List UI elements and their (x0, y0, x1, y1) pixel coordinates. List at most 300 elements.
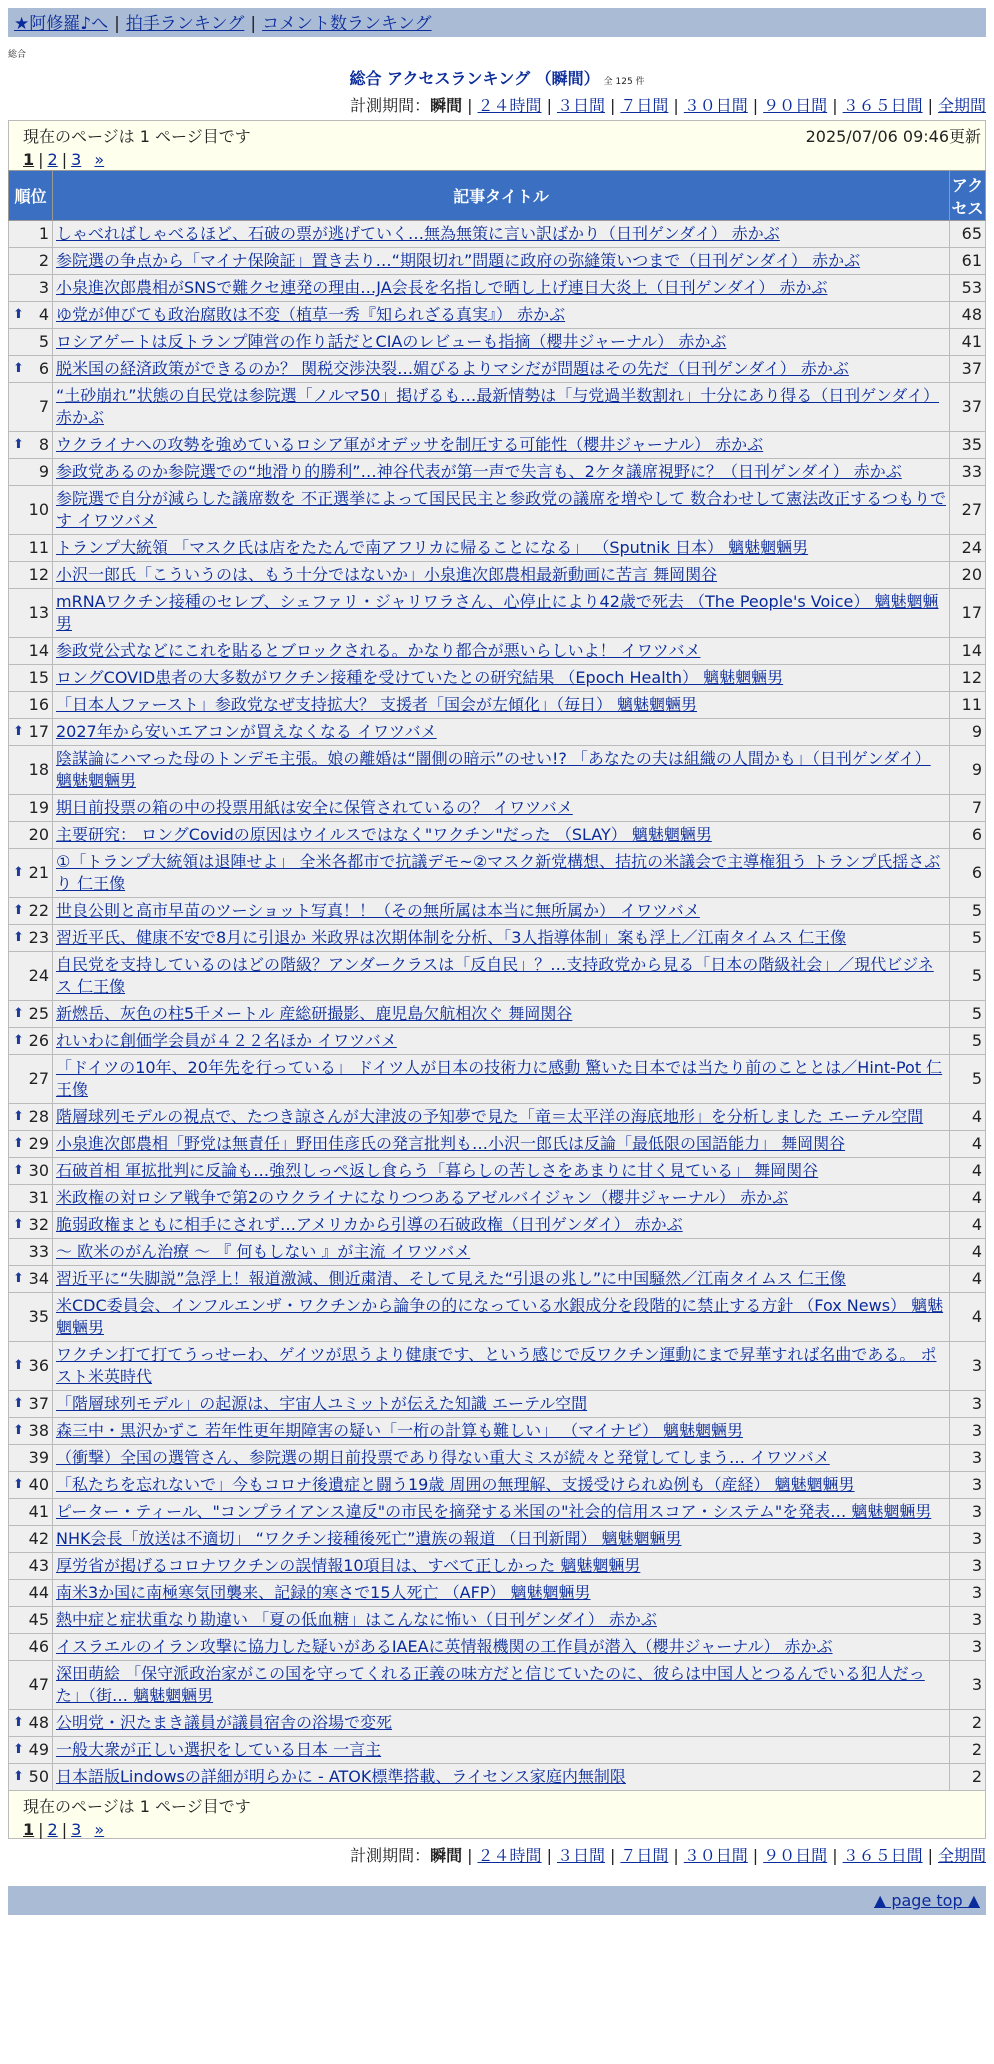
rank-cell (9, 1293, 53, 1342)
title-cell (53, 638, 950, 665)
article-title-link[interactable]: 厚労省が掲げるコロナワクチンの誤情報10項目は、すべて正しかった 魑魅魍魎男 (56, 1556, 641, 1575)
title-cell (53, 1158, 950, 1185)
access-count: 2 (950, 1764, 986, 1791)
period-link-5[interactable]: ３６５日間 (842, 96, 923, 115)
period-separator: | (609, 96, 616, 115)
header-access: アクセス (950, 171, 986, 221)
up-arrow-icon: ⬆ (13, 865, 24, 880)
article-title-link[interactable]: しゃべればしゃべるほど、石破の票が逃げていく…無為無策に言い訳ばかり（日刊ゲンダイ） 赤かぶ (56, 224, 780, 243)
rank-number: 1 (38, 224, 49, 243)
article-title-link[interactable]: トランプ大統領 「マスク氏は店をたたんで南アフリカに帰ることになる」 （Sputnik 日本） 魑魅魍魎男 (56, 538, 809, 557)
article-title-link[interactable]: 期日前投票の箱の中の投票用紙は安全に保管されているの？ イワツバメ (56, 798, 573, 817)
access-count: 4 (950, 1239, 986, 1266)
access-count: 7 (950, 795, 986, 822)
article-title-link[interactable]: 脆弱政権まともに相手にされず…アメリカから引導の石破政権（日刊ゲンダイ） 赤かぶ (56, 1215, 683, 1234)
rank-number: 13 (28, 603, 49, 622)
rank-number: 30 (28, 1161, 49, 1180)
title-cell (53, 1445, 950, 1472)
ranking-row (9, 1526, 986, 1553)
up-arrow-icon: ⬆ (13, 307, 24, 322)
up-arrow-icon: ⬆ (13, 1396, 24, 1411)
rank-number: 46 (28, 1637, 49, 1656)
access-count: 5 (950, 925, 986, 952)
pager-next-bottom[interactable]: » (94, 1820, 105, 1839)
period-link-3[interactable]: ３０日間 (683, 96, 748, 115)
access-count: 3 (950, 1445, 986, 1472)
article-title-link[interactable]: 自民党を支持しているのはどの階級？アンダークラスは「反自民」？…支持政党から見る「日本の階級社会」／現代ビジネス 仁王像 (56, 955, 934, 996)
article-title-link[interactable]: 公明党・沢たまき議員が議員宿舎の浴場で変死 (56, 1713, 393, 1732)
ranking-row (9, 1104, 986, 1131)
period-link-6-bottom[interactable]: 全期間 (937, 1846, 986, 1865)
title-cell (53, 1737, 950, 1764)
article-title-link[interactable]: 森三中・黒沢かずこ 若年性更年期障害の疑い「一桁の計算も難しい」 （マイナビ） 魑魅魍魎男 (56, 1421, 743, 1440)
up-arrow-icon: ⬆ (13, 1217, 24, 1232)
rank-cell (9, 1737, 53, 1764)
period-selector-bottom (8, 1843, 986, 1866)
rank-cell (9, 1499, 53, 1526)
rank-number: 11 (28, 538, 49, 557)
period-separator: | (927, 96, 933, 115)
title-cell (53, 692, 950, 719)
rank-cell (9, 1472, 53, 1499)
ranking-row (9, 1001, 986, 1028)
nav-link-comment-ranking[interactable]: コメント数ランキング (262, 14, 432, 34)
title-cell (53, 1553, 950, 1580)
period-separator: | (832, 1846, 838, 1865)
pager-next[interactable]: » (94, 150, 105, 169)
title-cell (53, 248, 950, 275)
rank-cell (9, 1131, 53, 1158)
rank-number: 24 (28, 966, 49, 985)
up-arrow-icon: ⬆ (13, 1477, 24, 1492)
article-title-link[interactable]: ゆ党が伸びても政治腐敗は不変（植草一秀『知られざる真実』） 赤かぶ (56, 305, 566, 324)
article-title-link[interactable]: 階層球列モデルの視点で、たつき諒さんが大津波の予知夢で見た「竜＝太平洋の海底地形」を分析しました エーテル空間 (56, 1107, 924, 1126)
ranking-row (9, 1185, 986, 1212)
article-title-link[interactable]: 習近平に“失脚説”急浮上！報道激減、側近粛清、そして見えた“引退の兆し”に中国騒然／江南タイムス 仁王像 (56, 1269, 846, 1288)
rank-cell (9, 1104, 53, 1131)
access-count: 48 (950, 302, 986, 329)
pager-link-3-bottom[interactable]: 3 (71, 1820, 82, 1839)
article-title-link[interactable]: 一般大衆が正しい選択をしている日本 一言主 (56, 1740, 382, 1759)
rank-cell (9, 1001, 53, 1028)
ranking-row (9, 1131, 986, 1158)
ranking-row (9, 1212, 986, 1239)
access-count: 4 (950, 1266, 986, 1293)
ranking-row (9, 665, 986, 692)
header-rank: 順位 (9, 171, 53, 221)
rank-number: 35 (28, 1307, 49, 1326)
ranking-row (9, 1028, 986, 1055)
title-cell (53, 302, 950, 329)
ranking-row (9, 1342, 986, 1391)
total-count: 全 125 件 (603, 77, 645, 87)
title-cell (53, 329, 950, 356)
article-title-link[interactable]: ロングCOVID患者の大多数がワクチン接種を受けていたとの研究結果 （Epoch Health） 魑魅魍魎男 (56, 668, 784, 687)
title-cell (53, 535, 950, 562)
rank-number: 48 (28, 1713, 49, 1732)
up-arrow-icon: ⬆ (13, 903, 24, 918)
rank-cell (9, 795, 53, 822)
rank-cell (9, 1553, 53, 1580)
rank-cell (9, 589, 53, 638)
article-title-link[interactable]: 小泉進次郎農相がSNSで難クセ連発の理由…JA会長を名指しで晒し上げ連日大炎上（日刊ゲンダイ） 赤かぶ (56, 278, 828, 297)
article-title-link[interactable]: 世良公則と高市早苗のツーショット写真！！（その無所属は本当に無所属か） イワツバメ (56, 901, 700, 920)
article-title-link[interactable]: 「階層球列モデル」の起源は、宇宙人ユミットが伝えた知識 エーテル空間 (56, 1394, 588, 1413)
period-selector-top (8, 93, 986, 116)
rank-number: 42 (28, 1529, 49, 1548)
title-cell (53, 1239, 950, 1266)
rank-number: 6 (38, 359, 49, 378)
ranking-row (9, 1607, 986, 1634)
ranking-row (9, 432, 986, 459)
access-count: 14 (950, 638, 986, 665)
ranking-row (9, 1764, 986, 1791)
access-count: 65 (950, 221, 986, 248)
rank-cell (9, 1185, 53, 1212)
up-arrow-icon: ⬆ (13, 1271, 24, 1286)
access-count: 3 (950, 1634, 986, 1661)
article-title-link[interactable]: 参院選の争点から「マイナ保険証」置き去り…“期限切れ”問題に政府の弥縫策いつまで（日刊ゲンダイ） 赤かぶ (56, 251, 861, 270)
rank-number: 39 (28, 1448, 49, 1467)
nav-separator: | (114, 14, 120, 34)
rank-cell (9, 1391, 53, 1418)
pager-link-2-bottom[interactable]: 2 (47, 1820, 58, 1839)
access-count: 4 (950, 1185, 986, 1212)
rank-number: 33 (28, 1242, 49, 1261)
pager-separator (81, 1820, 94, 1839)
title-cell (53, 1131, 950, 1158)
title-cell (53, 1055, 950, 1104)
article-title-link[interactable]: 参院選で自分が減らした議席数を 不正選挙によって国民民主と参政党の議席を増やして 数合わせして憲法改正するつもりです イワツバメ (56, 489, 947, 530)
rank-number: 10 (28, 500, 49, 519)
period-label: 計測期間： (350, 96, 431, 115)
rank-number: 2 (38, 251, 49, 270)
access-count: 3 (950, 1342, 986, 1391)
title-cell (53, 1212, 950, 1239)
rank-cell (9, 746, 53, 795)
period-separator: | (673, 1846, 679, 1865)
article-title-link[interactable]: 「私たちを忘れないで」今もコロナ後遺症と闘う19歳 周囲の無理解、支援受けられぬ例も（産経） 魑魅魍魎男 (56, 1475, 855, 1494)
title-cell (53, 665, 950, 692)
article-title-link[interactable]: 深田萌絵 「保守派政治家がこの国を守ってくれる正義の味方だと信じていたのに、彼らは中国人とつるんでいる犯人だった」（街… 魑魅魍魎男 (56, 1664, 925, 1705)
period-current: 瞬間 (430, 1846, 463, 1865)
article-title-link[interactable]: 小泉進次郎農相「野党は無責任」野田佳彦氏の発言批判も…小沢一郎氏は反論「最低限の国語能力」 舞岡関谷 (56, 1134, 846, 1153)
rank-number: 15 (28, 668, 49, 687)
period-separator: | (752, 96, 759, 115)
rank-cell (9, 432, 53, 459)
rank-cell (9, 486, 53, 535)
access-count: 35 (950, 432, 986, 459)
access-count: 3 (950, 1391, 986, 1418)
period-link-1[interactable]: ３日間 (556, 96, 605, 115)
ranking-row (9, 1553, 986, 1580)
period-link-4-bottom[interactable]: ９０日間 (763, 1846, 828, 1865)
title-cell (53, 1661, 950, 1710)
period-link-6[interactable]: 全期間 (937, 96, 986, 115)
rank-cell (9, 248, 53, 275)
rank-cell (9, 952, 53, 1001)
rank-cell (9, 1342, 53, 1391)
article-title-link[interactable]: 陰謀論にハマった母のトンデモ主張。娘の離婚は“闇側の暗示”のせい!? 「あなたの夫は組織の人間かも」（日刊ゲンダイ） 魑魅魍魎男 (56, 749, 931, 790)
article-title-link[interactable]: 新燃岳、灰色の柱5千メートル 産総研撮影、鹿児島欠航相次ぐ 舞岡関谷 (56, 1004, 573, 1023)
access-count: 2 (950, 1710, 986, 1737)
ranking-row (9, 1634, 986, 1661)
pager-separator: | (38, 1820, 44, 1839)
access-count: 3 (950, 1472, 986, 1499)
rank-cell (9, 1266, 53, 1293)
page-title: 総合 アクセスランキング （瞬間） (349, 69, 600, 88)
rank-cell (9, 1710, 53, 1737)
title-cell (53, 1499, 950, 1526)
title-cell (53, 275, 950, 302)
article-title-link[interactable]: 日本語版Lindowsの詳細が明らかに - ATOK標準搭載、ライセンス家庭内無制限 (56, 1767, 626, 1786)
top-nav-bar (8, 8, 986, 37)
title-cell (53, 1472, 950, 1499)
access-count: 33 (950, 459, 986, 486)
ranking-row (9, 221, 986, 248)
period-separator: | (673, 96, 679, 115)
access-count: 5 (950, 1055, 986, 1104)
ranking-row (9, 535, 986, 562)
rank-number: 18 (28, 760, 49, 779)
rank-number: 44 (28, 1583, 49, 1602)
period-link-5-bottom[interactable]: ３６５日間 (842, 1846, 923, 1865)
rank-number: 14 (28, 641, 49, 660)
rank-number: 37 (28, 1394, 49, 1413)
article-title-link[interactable]: 米政権の対ロシア戦争で第2のウクライナになりつつあるアゼルバイジャン（櫻井ジャーナル） 赤かぶ (56, 1188, 789, 1207)
pager-current-bottom: 1 (23, 1820, 35, 1839)
access-count: 5 (950, 898, 986, 925)
ranking-row (9, 925, 986, 952)
ranking-row (9, 1710, 986, 1737)
rank-cell (9, 459, 53, 486)
article-title-link[interactable]: 2027年から安いエアコンが買えなくなる イワツバメ (56, 722, 437, 741)
access-count: 3 (950, 1553, 986, 1580)
period-separator: | (546, 96, 552, 115)
access-count: 4 (950, 1131, 986, 1158)
ranking-row (9, 1239, 986, 1266)
rank-cell (9, 383, 53, 432)
title-cell (53, 1104, 950, 1131)
article-title-link[interactable]: 主要研究： ロングCovidの原因はウイルスではなく"ワクチン"だった （SLAY） 魑魅魍魎男 (56, 825, 712, 844)
access-count: 3 (950, 1661, 986, 1710)
period-link-3-bottom[interactable]: ３０日間 (683, 1846, 748, 1865)
page-info-box-bottom (8, 1791, 986, 1839)
ranking-row (9, 1158, 986, 1185)
ranking-row (9, 302, 986, 329)
article-title-link[interactable]: 参政党公式などにこれを貼るとブロックされる。かなり都合が悪いらしいよ！ イワツバメ (56, 641, 701, 660)
access-count: 4 (950, 1104, 986, 1131)
ranking-row (9, 822, 986, 849)
period-separator: | (467, 96, 473, 115)
article-title-link[interactable]: れいわに創価学会員が４２２名ほか イワツバメ (56, 1031, 397, 1050)
article-title-link[interactable]: ～ 欧米のがん治療 ～ 『 何もしない 』が主流 イワツバメ (56, 1242, 471, 1261)
article-title-link[interactable]: ロシアゲートは反トランプ陣営の作り話だとCIAのレビューも指摘（櫻井ジャーナル） 赤かぶ (56, 332, 727, 351)
rank-number: 9 (38, 462, 49, 481)
title-cell (53, 1001, 950, 1028)
nav-link-asyura[interactable]: ★阿修羅♪へ (14, 14, 109, 34)
up-arrow-icon: ⬆ (13, 1006, 24, 1021)
title-cell (53, 1607, 950, 1634)
ranking-row (9, 1055, 986, 1104)
up-arrow-icon: ⬆ (13, 1033, 24, 1048)
rank-number: 20 (28, 825, 49, 844)
article-title-link[interactable]: NHK会長「放送は不適切」 “ワクチン接種後死亡”遺族の報道 （日刊新聞） 魑魅魍魎男 (56, 1529, 682, 1548)
title-cell (53, 589, 950, 638)
article-title-link[interactable]: 「日本人ファースト」参政党なぜ支持拡大？ 支援者「国会が左傾化」（毎日） 魑魅魍魎男 (56, 695, 698, 714)
pager-separator: | (61, 150, 68, 169)
rank-cell (9, 1764, 53, 1791)
rank-cell (9, 535, 53, 562)
rank-number: 28 (28, 1107, 49, 1126)
article-title-link[interactable]: 石破首相 軍拡批判に反論も…強烈しっぺ返し食らう「暮らしの苦しさをあまりに甘く見ている」 舞岡関谷 (56, 1161, 819, 1180)
rank-number: 47 (28, 1675, 49, 1694)
title-cell (53, 1028, 950, 1055)
article-title-link[interactable]: 参政党あるのか参院選での“地滑り的勝利”…神谷代表が第一声で失言も、2ケタ議席視野に？（日刊ゲンダイ） 赤かぶ (56, 462, 902, 481)
rank-cell (9, 1212, 53, 1239)
period-link-1-bottom[interactable]: ３日間 (556, 1846, 605, 1865)
title-cell (53, 746, 950, 795)
article-title-link[interactable]: 南米3か国に南極寒気団襲来、記録的寒さで15人死亡 （AFP） 魑魅魍魎男 (56, 1583, 591, 1602)
rank-cell (9, 692, 53, 719)
access-count: 24 (950, 535, 986, 562)
title-cell (53, 1634, 950, 1661)
access-count: 5 (950, 1001, 986, 1028)
ranking-row (9, 275, 986, 302)
rank-cell (9, 562, 53, 589)
page-title-row (0, 66, 994, 89)
access-count: 53 (950, 275, 986, 302)
access-count: 11 (950, 692, 986, 719)
article-title-link[interactable]: mRNAワクチン接種のセレブ、シェファリ・ジャリワラさん、心停止により42歳で死去 （The People's Voice） 魑魅魍魎男 (56, 592, 939, 633)
ranking-row (9, 356, 986, 383)
title-cell (53, 1418, 950, 1445)
title-cell (53, 1293, 950, 1342)
page-top-link[interactable]: ▲ page top ▲ (873, 1891, 980, 1910)
current-page-text-bottom: 現在のページは 1 ページ目です (23, 1797, 251, 1816)
rank-number: 32 (28, 1215, 49, 1234)
access-count: 37 (950, 383, 986, 432)
rank-cell (9, 356, 53, 383)
ranking-row (9, 1472, 986, 1499)
rank-number: 27 (28, 1069, 49, 1088)
access-count: 27 (950, 486, 986, 535)
up-arrow-icon: ⬆ (13, 1163, 24, 1178)
ranking-row (9, 849, 986, 898)
article-title-link[interactable]: 脱米国の経済政策ができるのか？ 関税交渉決裂…媚びるよりマシだが問題はその先だ（日刊ゲンダイ） 赤かぶ (56, 359, 849, 378)
title-cell (53, 1185, 950, 1212)
title-cell (53, 849, 950, 898)
rank-number: 16 (28, 695, 49, 714)
rank-cell (9, 1634, 53, 1661)
rank-number: 7 (38, 397, 49, 416)
period-link-2[interactable]: ７日間 (620, 96, 669, 115)
ranking-row (9, 1391, 986, 1418)
period-separator: | (752, 1846, 759, 1865)
access-count: 6 (950, 822, 986, 849)
rank-number: 34 (28, 1269, 49, 1288)
access-count: 3 (950, 1607, 986, 1634)
pager-bottom (23, 1820, 971, 1839)
rank-cell (9, 1580, 53, 1607)
title-cell (53, 952, 950, 1001)
rank-cell (9, 1055, 53, 1104)
pager-link-2[interactable]: 2 (47, 150, 58, 169)
rank-number: 8 (38, 435, 49, 454)
period-link-0-bottom[interactable]: ２４時間 (477, 1846, 542, 1865)
ranking-row (9, 1737, 986, 1764)
article-title-link[interactable]: 習近平氏、健康不安で8月に引退か 米政界は次期体制を分析、「3人指導体制」案も浮上／江南タイムス 仁王像 (56, 928, 847, 947)
ranking-row (9, 1580, 986, 1607)
access-count: 3 (950, 1526, 986, 1553)
ranking-row (9, 248, 986, 275)
period-separator: | (467, 1846, 473, 1865)
article-title-link[interactable]: 米CDC委員会、インフルエンザ・ワクチンから論争の的になっている水銀成分を段階的に禁止する方針 （Fox News） 魑魅魍魎男 (56, 1296, 944, 1337)
article-title-link[interactable]: イスラエルのイラン攻撃に協力した疑いがあるIAEAに英情報機関の工作員が潜入（櫻井ジャーナル） 赤かぶ (56, 1637, 833, 1656)
article-title-link[interactable]: 「ドイツの10年、20年先を行っている」 ドイツ人が日本の技術力に感動 驚いた日本では当たり前のこととは／Hint-Pot 仁王像 (56, 1058, 943, 1099)
rank-number: 49 (28, 1740, 49, 1759)
rank-number: 38 (28, 1421, 49, 1440)
title-cell (53, 432, 950, 459)
title-cell (53, 562, 950, 589)
rank-number: 17 (28, 722, 49, 741)
title-cell (53, 898, 950, 925)
title-cell (53, 1526, 950, 1553)
bottom-bar (8, 1886, 986, 1915)
title-cell (53, 1266, 950, 1293)
article-title-link[interactable]: 小沢一郎氏「こういうのは、もう十分ではないか」小泉進次郎農相最新動画に苦言 舞岡関谷 (56, 565, 718, 584)
ranking-row (9, 1266, 986, 1293)
access-count: 9 (950, 746, 986, 795)
title-cell (53, 459, 950, 486)
period-label: 計測期間： (350, 1846, 431, 1865)
period-link-2-bottom[interactable]: ７日間 (620, 1846, 669, 1865)
access-count: 4 (950, 1158, 986, 1185)
access-count: 5 (950, 952, 986, 1001)
access-count: 6 (950, 849, 986, 898)
article-title-link[interactable]: （衝撃）全国の選管さん、参院選の期日前投票であり得ない重大ミスが続々と発覚してしまう… イワツバメ (56, 1448, 830, 1467)
period-separator: | (546, 1846, 552, 1865)
up-arrow-icon: ⬆ (13, 1423, 24, 1438)
article-title-link[interactable]: 熱中症と症状重なり勘違い 「夏の低血糖」はこんなに怖い（日刊ゲンダイ） 赤かぶ (56, 1610, 657, 1629)
article-title-link[interactable]: ワクチン打て打てうっせーわ、ゲイツが思うより健康です、という感じで反ワクチン運動にまで昇華すれば名曲である。 ポスト米英時代 (56, 1345, 937, 1386)
access-count: 37 (950, 356, 986, 383)
ranking-row (9, 719, 986, 746)
period-separator: | (609, 1846, 616, 1865)
article-title-link[interactable]: ピーター・ティール、"コンプライアンス違反"の市民を摘発する米国の"社会的信用スコア・システム"を発表… 魑魅魍魎男 (56, 1502, 932, 1521)
article-title-link[interactable]: “土砂崩れ”状態の自民党は参院選「ノルマ50」掲げるも…最新情勢は「与党過半数割れ」十分にあり得る（日刊ゲンダイ） 赤かぶ (56, 386, 940, 427)
rank-cell (9, 302, 53, 329)
article-title-link[interactable]: ウクライナへの攻勢を強めているロシア軍がオデッサを制圧する可能性（櫻井ジャーナル） 赤かぶ (56, 435, 764, 454)
rank-number: 12 (28, 565, 49, 584)
period-link-4[interactable]: ９０日間 (763, 96, 828, 115)
current-page-text: 現在のページは 1 ページ目です (23, 127, 251, 146)
rank-number: 40 (28, 1475, 49, 1494)
updated-time: 2025/07/06 09:46更新 (805, 127, 981, 146)
ranking-row (9, 746, 986, 795)
rank-cell (9, 665, 53, 692)
nav-link-clap-ranking[interactable]: 拍手ランキング (125, 14, 245, 34)
title-cell (53, 221, 950, 248)
pager-link-3[interactable]: 3 (71, 150, 82, 169)
article-title-link[interactable]: ①「トランプ大統領は退陣せよ」 全米各都市で抗議デモ~②マスク新党構想、拮抗の米議会で主導権狙う トランプ氏揺さぶり 仁王像 (56, 852, 941, 893)
rank-number: 4 (38, 305, 49, 324)
pager-separator (81, 150, 94, 169)
rank-cell (9, 822, 53, 849)
rank-cell (9, 1158, 53, 1185)
access-count: 3 (950, 1418, 986, 1445)
period-link-0[interactable]: ２４時間 (477, 96, 542, 115)
